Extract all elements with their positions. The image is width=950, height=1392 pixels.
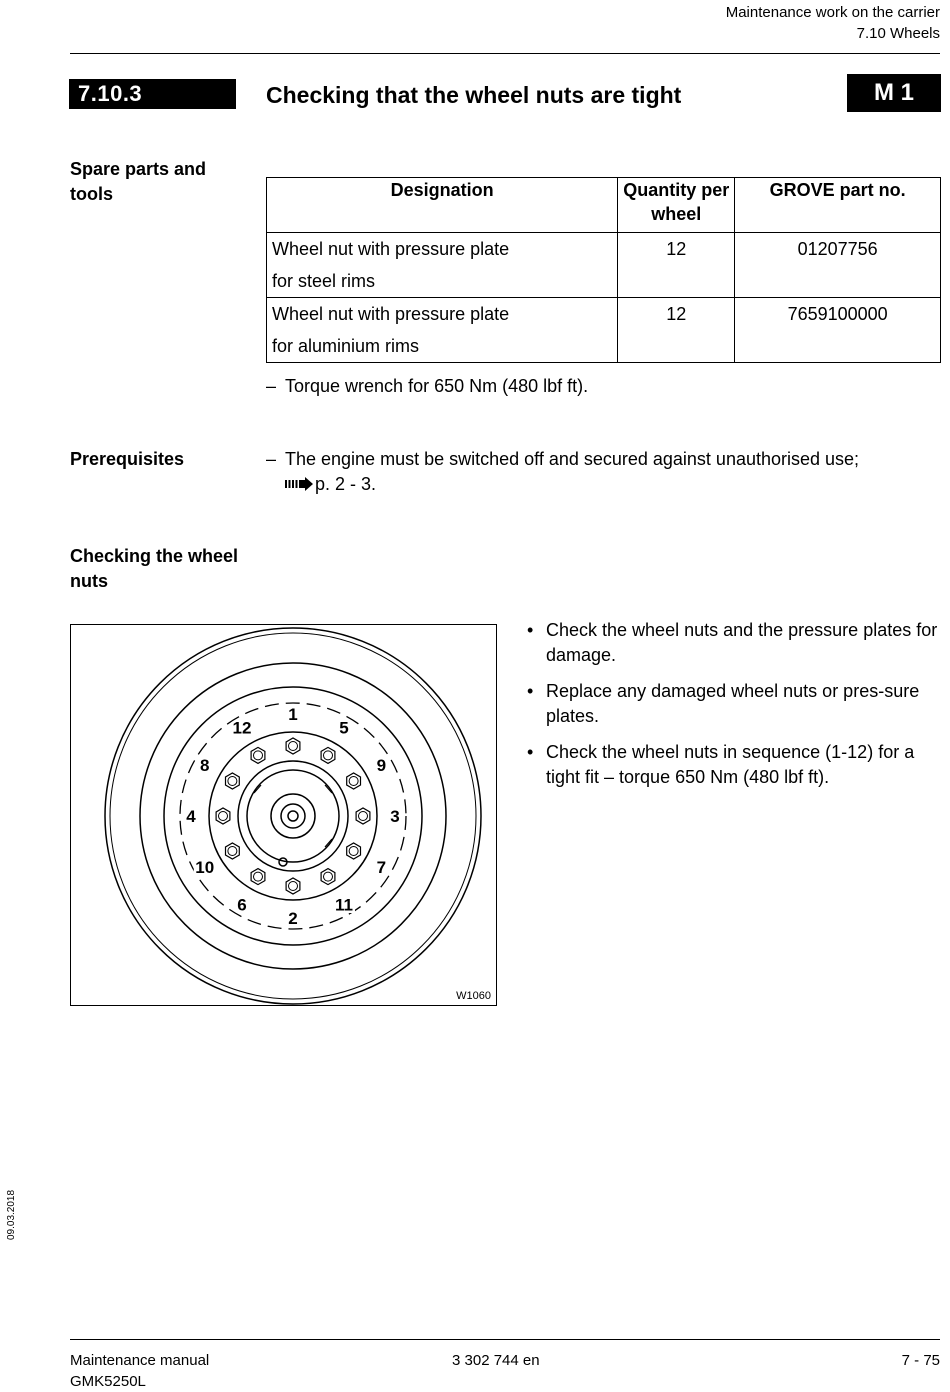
bullet-glyph: • bbox=[527, 620, 534, 640]
nut-sequence-label: 5 bbox=[339, 718, 349, 738]
table-header-row bbox=[267, 178, 941, 233]
column-header-designation: Designation bbox=[267, 178, 618, 233]
nut-sequence-label: 3 bbox=[390, 807, 400, 826]
list-item bbox=[527, 740, 942, 790]
wheel-nut bbox=[226, 843, 240, 859]
axle-inner-ring bbox=[281, 804, 305, 828]
interval-code-badge: M 1 bbox=[847, 74, 941, 112]
cross-reference-link[interactable]: p. 2 - 3. bbox=[315, 474, 377, 494]
footer-manual: Maintenance manual bbox=[70, 1352, 210, 1369]
wheel-nut bbox=[216, 808, 230, 824]
header-rule bbox=[70, 53, 940, 54]
axle-center bbox=[288, 811, 298, 821]
nut-sequence-label: 8 bbox=[199, 756, 210, 775]
sequence-dashed-ring bbox=[180, 703, 406, 929]
tire-outer-ring bbox=[105, 628, 481, 1004]
spare-parts-table bbox=[266, 177, 941, 363]
side-date-text: 09.03.2018 bbox=[6, 1189, 17, 1240]
wheel-drawing bbox=[71, 625, 496, 1005]
cross-reference-arrow-icon bbox=[285, 477, 315, 491]
column-header-part-no: GROVE part no. bbox=[735, 178, 941, 233]
wheel-nut-sequence-figure bbox=[70, 624, 497, 1006]
list-dash: – bbox=[266, 449, 277, 469]
rim-flange-ring bbox=[164, 687, 422, 945]
wheel-nut bbox=[286, 878, 300, 894]
designation-cell bbox=[267, 233, 618, 298]
bullet-text: Check the wheel nuts in sequence (1-12) for a tight fit – torque 650 Nm (480 lbf ft). bbox=[546, 742, 915, 787]
header-chapter: Maintenance work on the carrier bbox=[725, 4, 940, 21]
nut-sequence-label: 2 bbox=[288, 909, 298, 928]
designation-line: Wheel nut with pressure plate bbox=[272, 304, 510, 324]
table-row bbox=[267, 233, 941, 298]
designation-line: for aluminium rims bbox=[272, 336, 420, 356]
page-title: Checking that the wheel nuts are tight bbox=[266, 82, 682, 108]
hub-cap-inner bbox=[247, 770, 339, 862]
tool-item bbox=[266, 374, 588, 399]
hub-ring bbox=[209, 732, 377, 900]
section-number: 7.10.3 bbox=[69, 79, 236, 109]
nut-sequence-label: 12 bbox=[232, 718, 252, 738]
footer-doc-no: 3 302 744 en bbox=[452, 1352, 540, 1369]
tire-inner-ring bbox=[110, 633, 476, 999]
wheel-nut bbox=[347, 843, 361, 859]
designation-line: for steel rims bbox=[272, 271, 376, 291]
wheel-nut bbox=[226, 773, 240, 789]
wheel-nut bbox=[251, 869, 265, 885]
footer-rule bbox=[70, 1339, 940, 1340]
wheel-nut bbox=[321, 869, 335, 885]
part-no-cell: 01207756 bbox=[735, 233, 941, 298]
nut-sequence-label: 11 bbox=[335, 895, 353, 915]
bullet-glyph: • bbox=[527, 742, 534, 762]
nut-sequence-label: 10 bbox=[195, 858, 215, 877]
wheel-nut bbox=[286, 738, 300, 754]
quantity-cell: 12 bbox=[618, 233, 735, 298]
nut-sequence-label: 9 bbox=[376, 756, 387, 775]
wheel-nut bbox=[251, 747, 265, 763]
list-item bbox=[527, 679, 942, 729]
list-item bbox=[527, 618, 942, 668]
bullet-text: Check the wheel nuts and the pressure plates for damage. bbox=[546, 620, 938, 665]
wheel-nut bbox=[321, 747, 335, 763]
hub-cap-outer bbox=[238, 761, 348, 871]
checking-bullet-list bbox=[527, 618, 942, 801]
bullet-text: Replace any damaged wheel nuts or pres-sure plates. bbox=[546, 681, 920, 726]
nut-sequence-label: 1 bbox=[288, 705, 298, 724]
prerequisite-text: The engine must be switched off and secured against unauthorised use; bbox=[285, 449, 860, 469]
part-no-cell: 7659100000 bbox=[735, 298, 941, 363]
column-header-quantity: Quantity per wheel bbox=[618, 178, 735, 233]
list-dash: – bbox=[266, 376, 277, 396]
wheel-nut bbox=[356, 808, 370, 824]
nut-sequence-label: 4 bbox=[186, 807, 196, 826]
nut-sequence-label: 7 bbox=[376, 858, 387, 877]
figure-code: W1060 bbox=[456, 990, 491, 1002]
bullet-glyph: • bbox=[527, 681, 534, 701]
footer-page-number: 7 - 75 bbox=[901, 1352, 940, 1369]
spare-parts-label: Spare parts and tools bbox=[70, 159, 207, 204]
prerequisites-label: Prerequisites bbox=[70, 449, 185, 469]
running-header bbox=[726, 2, 940, 44]
designation-line: Wheel nut with pressure plate bbox=[272, 239, 510, 259]
nut-sequence-label: 6 bbox=[237, 895, 247, 915]
header-section: 7.10 Wheels bbox=[856, 25, 940, 42]
side-date bbox=[2, 1188, 22, 1248]
tool-text: Torque wrench for 650 Nm (480 lbf ft). bbox=[285, 376, 589, 396]
footer-model: GMK5250L bbox=[70, 1373, 146, 1390]
checking-label: Checking the wheel nuts bbox=[70, 546, 239, 591]
table-row bbox=[267, 298, 941, 363]
quantity-cell: 12 bbox=[618, 298, 735, 363]
wheel-nut bbox=[347, 773, 361, 789]
prerequisite-item bbox=[266, 447, 942, 497]
designation-cell bbox=[267, 298, 618, 363]
axle-ring bbox=[271, 794, 315, 838]
